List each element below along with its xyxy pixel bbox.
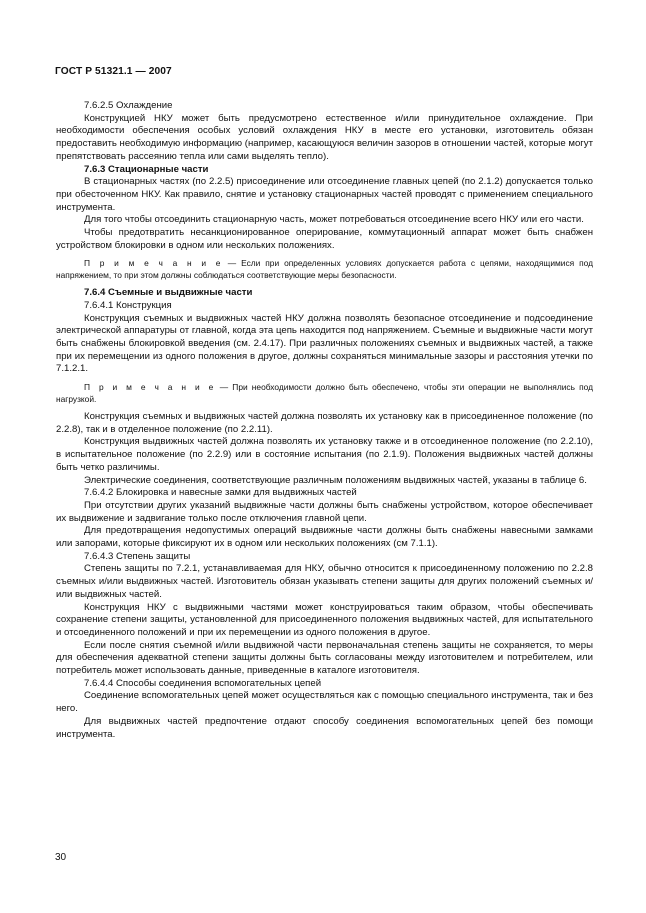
note-text: — Если при определенных условиях допускается работа с цепями, находящимися под напряжением, то при этом должны соблюдаться соответствующие меры безопасности. [56,258,594,280]
paragraph: Степень защиты по 7.2.1, устанавливаемая для НКУ, обычно относится к присоединенному положению по 2.2.8 съемных и/или выдвижных частей. Изготовитель обязан указывать степени защиты для других положений съемных и/или выдвижных частей. [56,563,593,600]
paragraph: В стационарных частях (по 2.2.5) присоединение или отсоединение главных цепей (по 2.1.2) допускается только при обесточенном НКУ. Как правило, снятие и установку стационарных частей проводят с применением специального инструмента. [56,176,593,213]
paragraph: Чтобы предотвратить несанкционированное оперирование, коммутационный аппарат может быть снабжен устройством блокировки в одном или нескольких положениях. [56,227,593,251]
section-title-7-6-4-2: 7.6.4.2 Блокировка и навесные замки для выдвижных частей [84,487,357,499]
paragraph: Конструкция съемных и выдвижных частей НКУ должна позволять безопасное отсоединение и подсоединение электрической аппаратуры от главной, когда эта цепь находится под напряжением. Съемные и выдвижные части могут быть снабжены блокировкой введения (см. 2.4.17). При различных положениях съемных и выдвижных частей, а также при их перемещении из одного положения в другое, должны сохраняться минимальные зазоры и расстояния утечки по 7.1.2.1. [56,312,593,375]
document-header: ГОСТ Р 51321.1 — 2007 [55,66,172,77]
note-text: — При необходимости должно быть обеспечено, чтобы эти операции не выполнялись под нагрузкой. [56,382,593,404]
paragraph: При отсутствии других указаний выдвижные части должны быть снабжены устройством, которое обеспечивает их выдвижение и задвигание только после отключения главной цепи. [56,499,593,524]
note-label: П р и м е ч а н и е [84,258,223,269]
paragraph: Конструкция выдвижных частей должна позволять их установку также и в отсоединенное положение (по 2.2.10), в испытательное положение (по 2.2.9) или в состояние испытания (по 2.1.9). Положения выдвижных частей должны быть четко различимы. [56,436,593,473]
section-title-7-6-4-1: 7.6.4.1 Конструкция [84,299,172,311]
paragraph: Конструкция съемных и выдвижных частей должна позволять их установку как в присоединенное положение (по 2.2.8), так и в отделенное положение (по 2.2.11). [56,410,593,435]
paragraph: Если после снятия съемной и/или выдвижной части первоначальная степень защиты не сохраняется, то меры для обеспечения адекватной степени защиты должны быть согласованы между изготовителем и потребителем, или потребитель может использовать данные, приведенные в каталоге изготовителя. [56,639,593,677]
page-number: 30 [55,852,67,863]
note-label: П р и м е ч а н и е [84,382,216,393]
note [56,382,593,405]
paragraph: Электрические соединения, соответствующие различным положениям выдвижных частей, указаны в таблице 6. [84,474,587,486]
paragraph: Для выдвижных частей предпочтение отдают способу соединения вспомогательных цепей без помощи инструмента. [56,715,593,740]
section-heading-7-6-4: 7.6.4 Съемные и выдвижные части [84,287,253,299]
paragraph: Соединение вспомогательных цепей может осуществляться как с помощью специального инструмента, так и без него. [56,690,593,715]
paragraph: Для предотвращения недопустимых операций выдвижные части должны быть снабжены навесными замками или запорами, которые фиксируют их в одном или нескольких положениях (см 7.1.1). [56,525,593,550]
paragraph: Конструкцией НКУ может быть предусмотрено естественное и/или принудительное охлаждение. При необходимости обеспечения особых условий охлаждения НКУ в месте его установки, изготовитель обязан предоставить необходимую информацию (например, касающуюся величин зазоров в отношении частей, которые могут препятствовать рассеянию тепла или сами выделять тепло). [56,112,593,162]
paragraph: Конструкция НКУ с выдвижными частями может конструироваться таким образом, чтобы обеспечивать сохранение степени защиты, установленной для присоединенного положения выдвижных частей, для испытательного и отсоединенного положений и при их перемещении из одного положения в другое. [56,601,593,638]
note [56,258,593,281]
paragraph: Для того чтобы отсоединить стационарную часть, может потребоваться отсоединение всего НКУ или его части. [84,214,584,226]
section-heading-7-6-3: 7.6.3 Стационарные части [84,163,209,175]
section-title-7-6-2-5: 7.6.2.5 Охлаждение [84,100,173,111]
document-body [56,100,593,741]
section-title-7-6-4-4: 7.6.4.4 Способы соединения вспомогательных цепей [84,677,322,689]
section-title-7-6-4-3: 7.6.4.3 Степень защиты [84,550,191,562]
